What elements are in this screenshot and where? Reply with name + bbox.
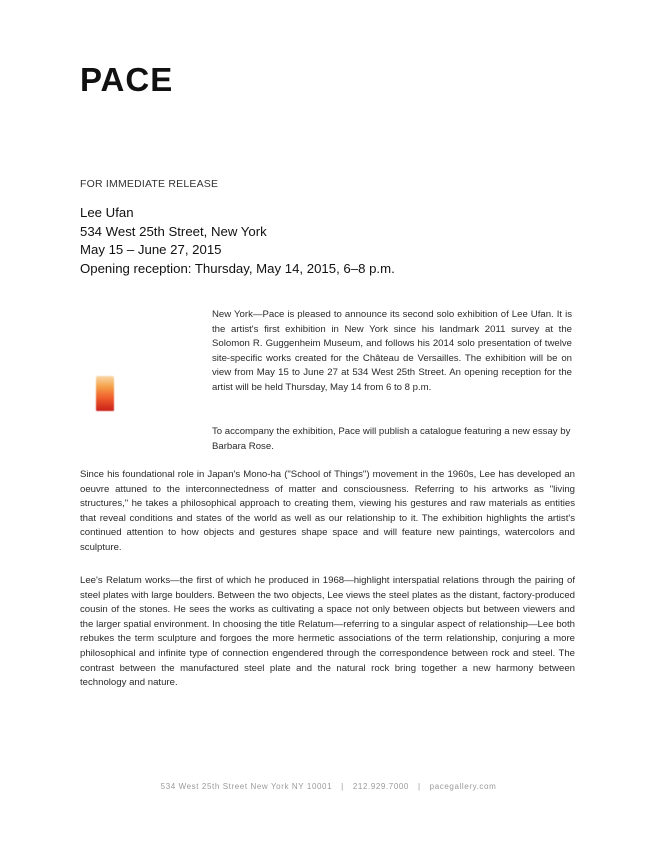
release-label: FOR IMMEDIATE RELEASE: [80, 178, 219, 190]
footer-phone: 212.929.7000: [352, 782, 409, 791]
footer-divider: |: [341, 782, 344, 791]
footer-divider: |: [417, 782, 421, 791]
intro-paragraph: New York—Pace is pleased to announce its second solo exhibition of Lee Ufan. It is the artist's first exhibition in New York since his landmark 2011 survey at the Solomon R. Guggenheim Museum, and follows his 2014 solo presentation of twelve site-specific works created for the Château de Versailles. The exhibition will be on view from May 15 to June 27 at 534 West 25th Street. An opening reception for the artist will be held Thursday, May 14 from 6 to 8 p.m.: [212, 309, 572, 393]
catalogue-paragraph: To accompany the exhibition, Pace will publish a catalogue featuring a new essay by Barbara Rose.: [212, 426, 571, 452]
footer-contact: [0, 782, 657, 791]
pace-logo: PACE: [80, 61, 174, 98]
opening-reception: Opening reception: Thursday, May 14, 2015, 6–8 p.m.: [80, 260, 395, 276]
exhibition-dates: May 15 – June 27, 2015: [80, 242, 222, 257]
mono-ha-paragraph: Since his foundational role in Japan's Mono-ha ("School of Things") movement in the 1960s, Lee has developed an oeuvre attuned to the interconnectedness of matter and consciousness. Referring to his artworks as "living structures," he takes a philosophical approach to creating them, viewing his gestures and raw materials as entities that reveal conditions and states of the world as well as our relationship to it. The exhibition highlights the artist's continued attention to how objects and gestures shape space and will feature new paintings, watercolors and sculpture.: [80, 469, 575, 553]
exhibition-header: [80, 204, 395, 278]
artist-name: Lee Ufan: [80, 205, 134, 220]
footer-address: 534 West 25th Street New York NY 10001: [160, 782, 333, 791]
footer-website[interactable]: pacegallery.com: [429, 782, 497, 791]
gallery-address: 534 West 25th Street, New York: [80, 223, 267, 239]
relatum-paragraph: Lee's Relatum works—the first of which he produced in 1968—highlight interspatial relations through the pairing of steel plates with large boulders. Between the two objects, Lee views the steel plates as the distant, factory-produced cousin of the stones. He sees the works as cultivating a space not only between objects but between viewers and the larger spatial environment. In choosing the title Relatum—referring to a singular aspect of relationship—Lee both rebukes the term sculpture and forgoes the more hermetic associations of the term relationship, conjuring a more philosophical and infinite type of connection engendered through the correspondence between rock and steel. The contrast between the manufactured steel plate and the natural rock bring together a new harmony between technology and nature.: [80, 575, 575, 689]
artwork-color-swatch: [96, 376, 114, 411]
